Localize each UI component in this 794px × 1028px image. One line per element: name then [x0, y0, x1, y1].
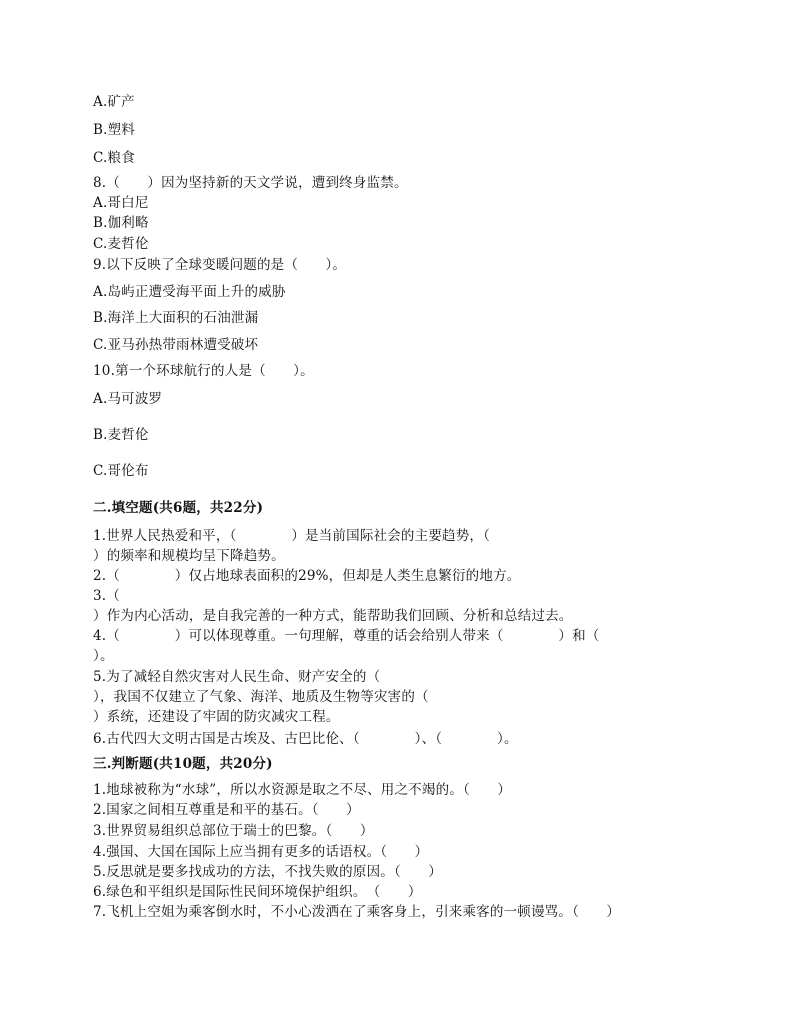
fill-line-5: ）作为内心活动，是自我完善的一种方式，能帮助我们回顾、分析和总结过去。	[93, 608, 573, 624]
judge-line-6: 6.绿色和平组织是国际性民间环境保护组织。 （ ）	[93, 884, 422, 900]
q7-option-a: A.矿产	[93, 94, 135, 110]
q9-option-a: A.岛屿正遭受海平面上升的威胁	[93, 284, 286, 300]
judge-line-4: 4.强国、大国在国际上应当拥有更多的话语权。（ ）	[93, 844, 429, 860]
q7-option-b: B.塑料	[93, 122, 136, 138]
judge-line-3: 3.世界贸易组织总部位于瑞士的巴黎。（ ）	[93, 823, 374, 839]
fill-line-8: 5.为了减轻自然灾害对人民生命、财产安全的（	[93, 669, 381, 685]
q9-stem: 9.以下反映了全球变暖问题的是（ ）。	[93, 257, 347, 273]
q8-option-c: C.麦哲伦	[93, 236, 149, 252]
judge-line-1: 1.地球被称为“水球”，所以水资源是取之不尽、用之不竭的。（ ）	[93, 782, 512, 798]
q8-option-a: A.哥白尼	[93, 195, 149, 211]
fill-line-10: ）系统，还建设了牢固的防灾减灾工程。	[93, 709, 340, 725]
q9-option-c: C.亚马孙热带雨林遭受破坏	[93, 337, 259, 353]
q10-stem: 10.第一个环球航行的人是（ ）。	[93, 363, 314, 379]
q8-stem: 8.（ ）因为坚持新的天文学说，遭到终身监禁。	[93, 175, 408, 191]
fill-line-4: 3.（	[93, 588, 120, 604]
fill-line-7: ）。	[93, 648, 114, 664]
judge-line-5: 5.反思就是要多找成功的方法，不找失败的原因。（ ）	[93, 864, 443, 880]
q8-option-b: B.伽利略	[93, 215, 149, 231]
fill-line-9: ），我国不仅建立了气象、海洋、地质及生物等灾害的（	[93, 689, 429, 705]
fill-line-3: 2.（ ）仅占地球表面积的29%，但却是人类生息繁衍的地方。	[93, 568, 521, 584]
q10-option-b: B.麦哲伦	[93, 427, 149, 443]
q10-option-a: A.马可波罗	[93, 391, 163, 407]
q7-option-c: C.粮食	[93, 150, 135, 166]
fill-line-1: 1.世界人民热爱和平，（ ）是当前国际社会的主要趋势，（	[93, 528, 491, 544]
fill-line-11: 6.古代四大文明古国是古埃及、古巴比伦、（ ）、（ ）。	[93, 731, 518, 747]
q9-option-b: B.海洋上大面积的石油泄漏	[93, 310, 259, 326]
judge-line-2: 2.国家之间相互尊重是和平的基石。（ ）	[93, 802, 360, 818]
judge-line-7: 7.飞机上空姐为乘客倒水时，不小心泼洒在了乘客身上，引来乘客的一顿谩骂。（ ）	[93, 904, 621, 920]
q10-option-c: C.哥伦布	[93, 463, 149, 479]
fill-line-2: ）的频率和规模均呈下降趋势。	[93, 548, 285, 564]
fill-line-6: 4.（ ）可以体现尊重。一句理解，尊重的话会给别人带来（ ）和（	[93, 628, 600, 644]
section2-heading: 二.填空题(共6题，共22分)	[93, 500, 264, 516]
section3-heading: 三.判断题(共10题，共20分)	[93, 756, 273, 772]
